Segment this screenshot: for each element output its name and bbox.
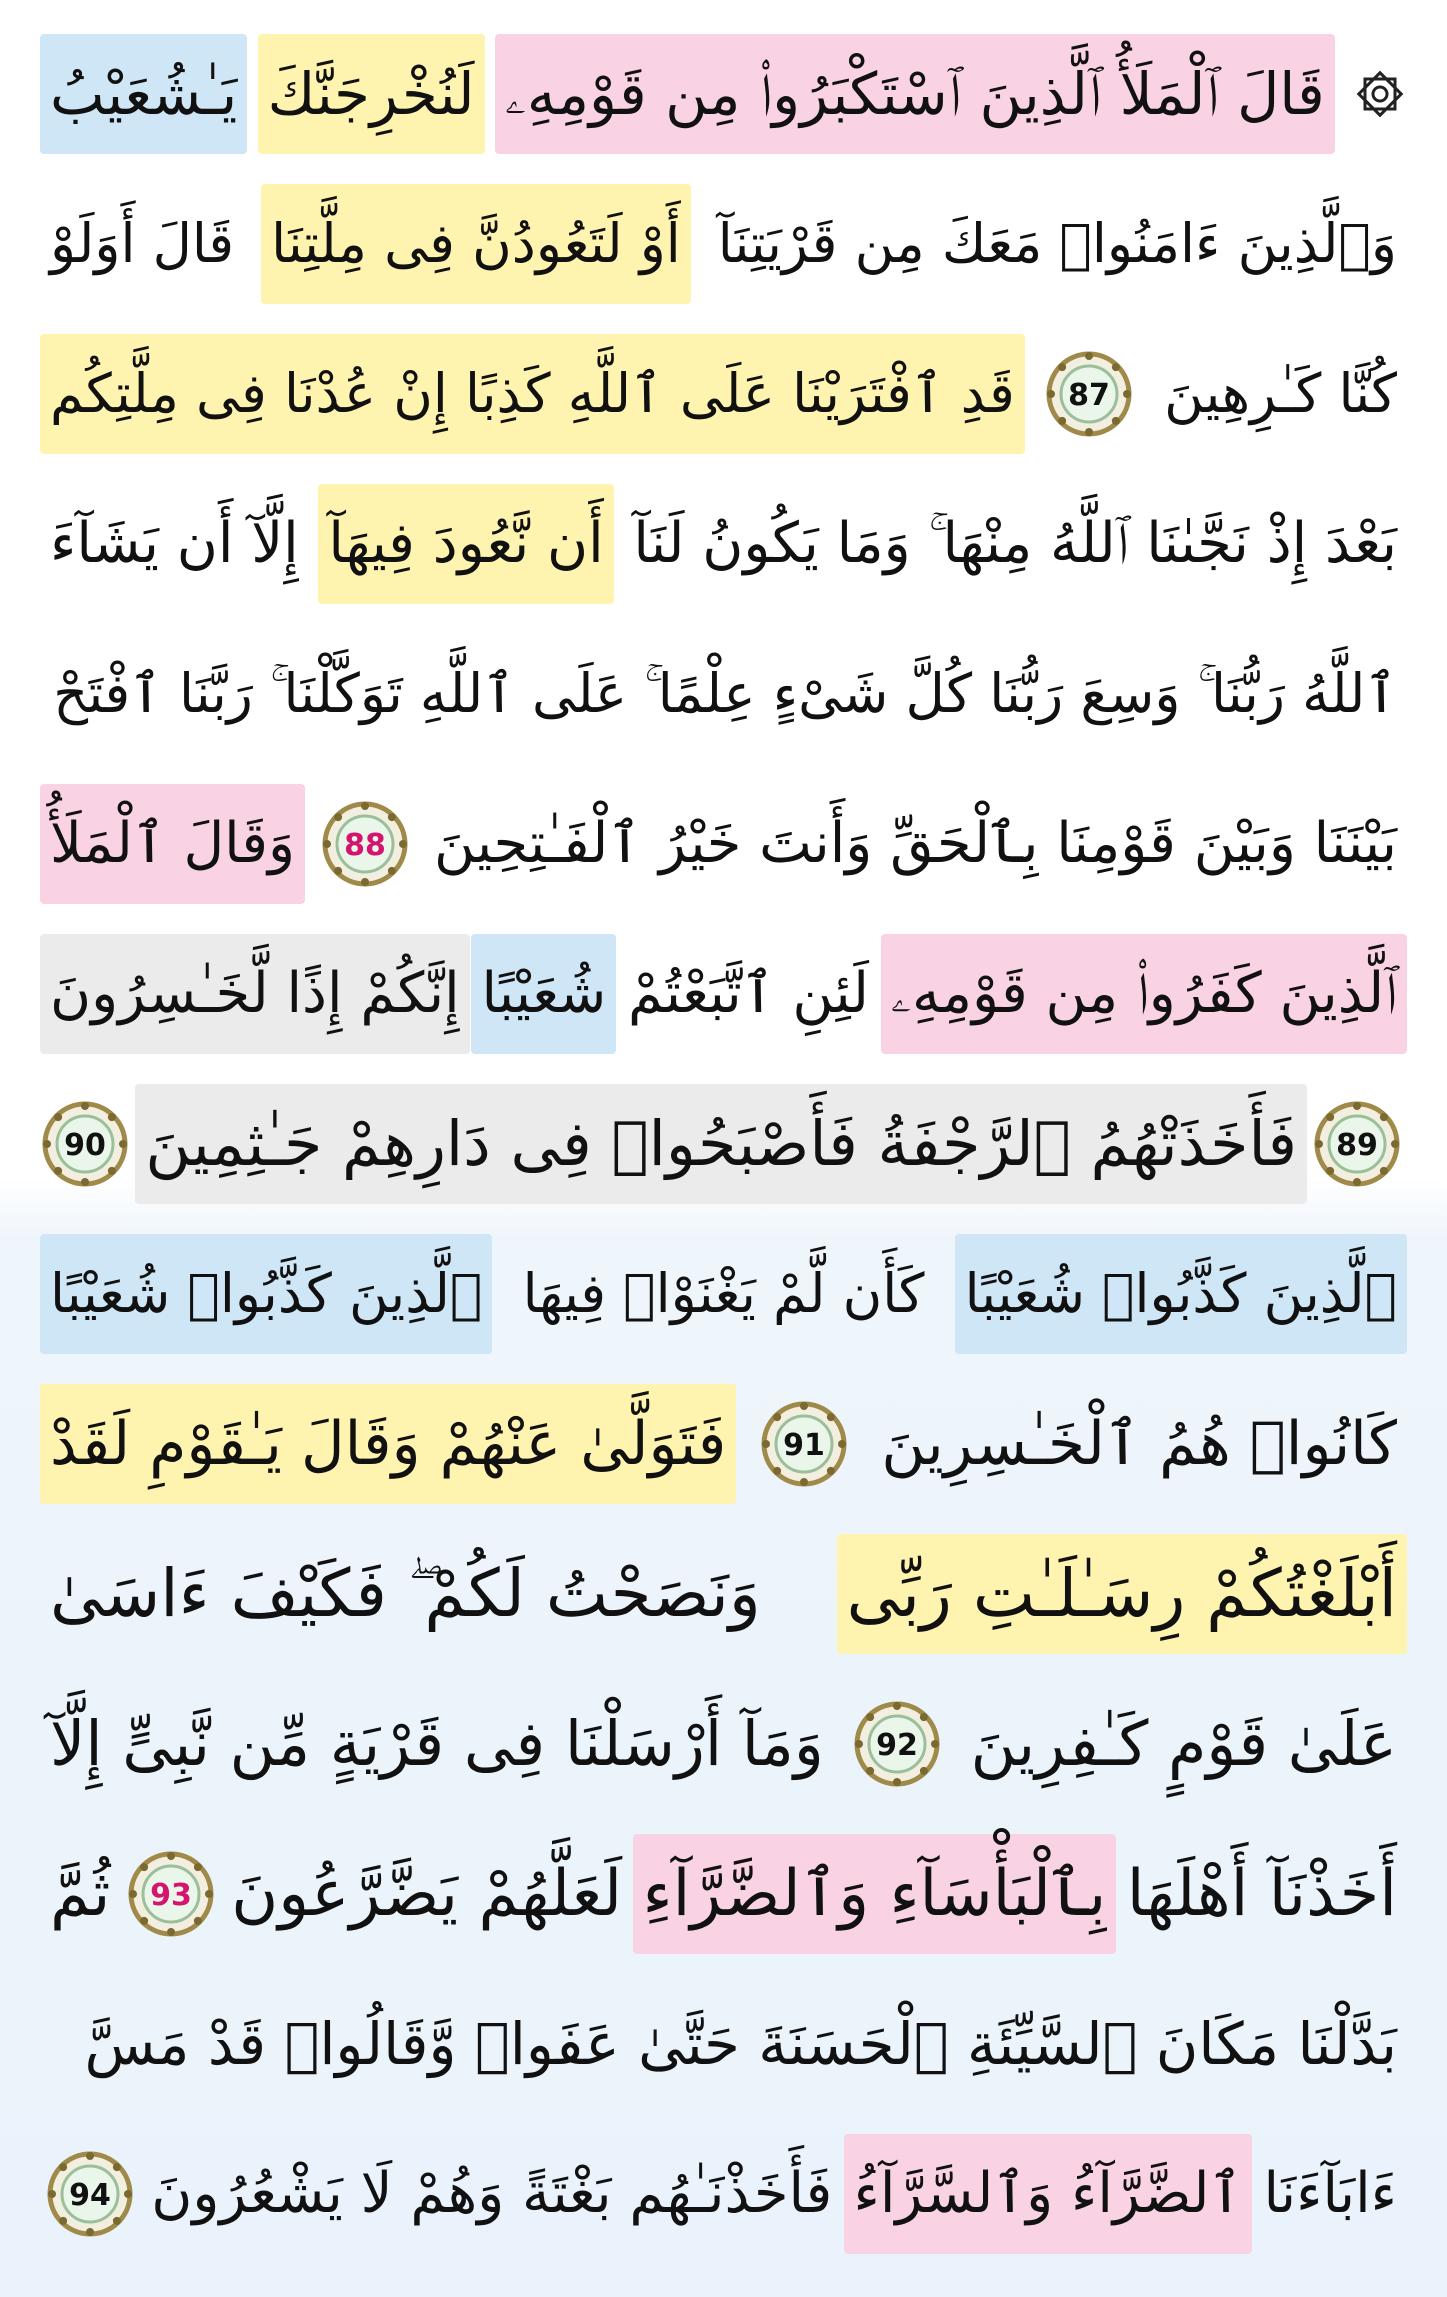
verse-segment[interactable]: بَدَّلْنَا مَكَانَ ٱلسَّيِّئَةِ ٱلْحَسَنَةَ حَتَّىٰ عَفَوا۟ وَّقَالُوا۟ قَدْ مَسَّ <box>84 2009 1397 2078</box>
highlighted-phrase[interactable]: ٱلَّذِينَ كَفَرُوا۟ مِن قَوْمِهِۦ <box>881 934 1407 1054</box>
ayah-number: 92 <box>876 1727 919 1763</box>
verse-segment[interactable]: كُنَّا كَـٰرِهِينَ <box>1164 361 1397 425</box>
highlighted-phrase[interactable]: فَأَخَذَتْهُمُ ٱلرَّجْفَةُ فَأَصْبَحُوا۟ فِى دَارِهِمْ جَـٰثِمِينَ <box>135 1084 1307 1204</box>
ayah-number: 91 <box>782 1427 825 1463</box>
verse-segment[interactable]: ءَابَآءَنَا <box>1263 2160 1397 2226</box>
ayah-number: 90 <box>64 1127 107 1163</box>
highlighted-phrase[interactable]: أَن نَّعُودَ فِيهَآ <box>318 484 613 604</box>
rub-el-hizb-icon <box>1353 67 1407 121</box>
text-line <box>40 1972 1407 2115</box>
highlighted-phrase[interactable]: ٱلَّذِينَ كَذَّبُوا۟ شُعَيْبًا <box>40 1234 492 1354</box>
text-line <box>40 2122 1407 2265</box>
verse-segment[interactable]: بَيْنَنَا وَبَيْنَ قَوْمِنَا بِٱلْحَقِّ وَأَنتَ خَيْرُ ٱلْفَـٰتِحِينَ <box>433 810 1397 876</box>
ayah-number-marker <box>41 1100 129 1188</box>
highlighted-phrase[interactable]: وَقَالَ ٱلْمَلَأُ <box>40 784 305 904</box>
ayah-number: 93 <box>149 1877 192 1913</box>
verse-segment[interactable]: كَانُوا۟ هُمُ ٱلْخَـٰسِرِينَ <box>881 1408 1397 1479</box>
highlighted-phrase[interactable]: ٱلضَّرَّآءُ وَٱلسَّرَّآءُ <box>844 2134 1253 2254</box>
highlighted-phrase[interactable]: بِٱلْبَأْسَآءِ وَٱلضَّرَّآءِ <box>633 1834 1117 1954</box>
text-line <box>40 1822 1407 1965</box>
highlighted-phrase[interactable]: يَـٰشُعَيْبُ <box>40 34 247 154</box>
text-line <box>40 1372 1407 1515</box>
text-line <box>40 1522 1407 1665</box>
verse-segment[interactable]: لَئِنِ ٱتَّبَعْتُمْ <box>628 960 869 1026</box>
verse-segment[interactable]: وَنَصَحْتُ لَكُمْ ۖ فَكَيْفَ ءَاسَىٰ <box>50 1554 761 1632</box>
text-line <box>40 622 1407 765</box>
text-line <box>40 472 1407 615</box>
verse-segment[interactable]: قَالَ أَوَلَوْ <box>50 211 235 275</box>
text-line <box>40 1072 1407 1215</box>
verse-segment[interactable]: كَأَن لَّمْ يَغْنَوْا۟ فِيهَا <box>522 1261 925 1325</box>
verse-segment[interactable]: إِلَّآ أَن يَشَآءَ <box>50 510 299 576</box>
verse-segment[interactable]: وَٱلَّذِينَ ءَامَنُوا۟ مَعَكَ مِن قَرْيَتِنَآ <box>717 211 1397 275</box>
highlighted-phrase[interactable]: قَالَ ٱلْمَلَأُ ٱلَّذِينَ ٱسْتَكْبَرُوا۟ مِن قَوْمِهِۦ <box>495 34 1335 154</box>
ayah-number-marker <box>127 1850 215 1938</box>
text-line <box>40 22 1407 165</box>
verse-segment[interactable]: ٱللَّهُ رَبُّنَا ۚ وَسِعَ رَبُّنَا كُلَّ شَىْءٍ عِلْمًا ۚ عَلَى ٱللَّهِ تَوَكَّلْنَا ۚ رَبَّنَا ٱفْتَحْ <box>53 661 1397 725</box>
text-line <box>40 1672 1407 1815</box>
ayah-number: 88 <box>343 827 386 863</box>
ayah-number-marker <box>1045 350 1133 438</box>
highlighted-phrase[interactable]: ٱلَّذِينَ كَذَّبُوا۟ شُعَيْبًا <box>955 1234 1407 1354</box>
highlighted-phrase[interactable]: شُعَيْبًا <box>471 934 616 1054</box>
text-line <box>40 922 1407 1065</box>
verse-segment[interactable]: ثُمَّ <box>50 1856 111 1931</box>
ayah-number: 87 <box>1068 377 1111 413</box>
text-line <box>40 1222 1407 1365</box>
verse-segment[interactable]: وَمَآ أَرْسَلْنَا فِى قَرْيَةٍ مِّن نَّبِىٍّ إِلَّآ <box>50 1706 824 1780</box>
highlighted-phrase[interactable]: فَتَوَلَّىٰ عَنْهُمْ وَقَالَ يَـٰقَوْمِ لَقَدْ <box>40 1384 736 1504</box>
ayah-number: 94 <box>69 2177 111 2213</box>
text-line <box>40 772 1407 915</box>
verse-segment[interactable]: فَأَخَذْنَـٰهُم بَغْتَةً وَهُمْ لَا يَشْعُرُونَ <box>151 2160 833 2226</box>
ayah-number-marker <box>46 2150 134 2238</box>
ayah-number-marker <box>853 1700 941 1788</box>
ayah-number-marker <box>321 800 409 888</box>
highlighted-phrase[interactable]: أَوْ لَتَعُودُنَّ فِى مِلَّتِنَا <box>261 184 691 304</box>
text-line <box>40 172 1407 315</box>
verse-segment[interactable]: لَعَلَّهُمْ يَضَّرَّعُونَ <box>231 1856 623 1931</box>
ayah-number-marker <box>1313 1100 1401 1188</box>
verse-segment[interactable]: عَلَىٰ قَوْمٍ كَـٰفِرِينَ <box>970 1706 1397 1780</box>
highlighted-phrase[interactable]: لَنُخْرِجَنَّكَ <box>258 34 485 154</box>
ayah-number-marker <box>760 1400 848 1488</box>
ayah-number: 89 <box>1336 1127 1378 1163</box>
highlighted-phrase[interactable]: أَبْلَغْتُكُمْ رِسَـٰلَـٰتِ رَبِّى <box>837 1534 1407 1654</box>
verse-segment[interactable]: بَعْدَ إِذْ نَجَّىٰنَا ٱللَّهُ مِنْهَا ۚ وَمَا يَكُونُ لَنَآ <box>633 510 1397 576</box>
highlighted-phrase[interactable]: قَدِ ٱفْتَرَيْنَا عَلَى ٱللَّهِ كَذِبًا إِنْ عُدْنَا فِى مِلَّتِكُم <box>40 334 1025 454</box>
text-line <box>40 322 1407 465</box>
verse-segment[interactable]: أَخَذْنَآ أَهْلَهَا <box>1126 1856 1397 1931</box>
highlighted-phrase[interactable]: إِنَّكُمْ إِذًا لَّخَـٰسِرُونَ <box>40 934 470 1054</box>
